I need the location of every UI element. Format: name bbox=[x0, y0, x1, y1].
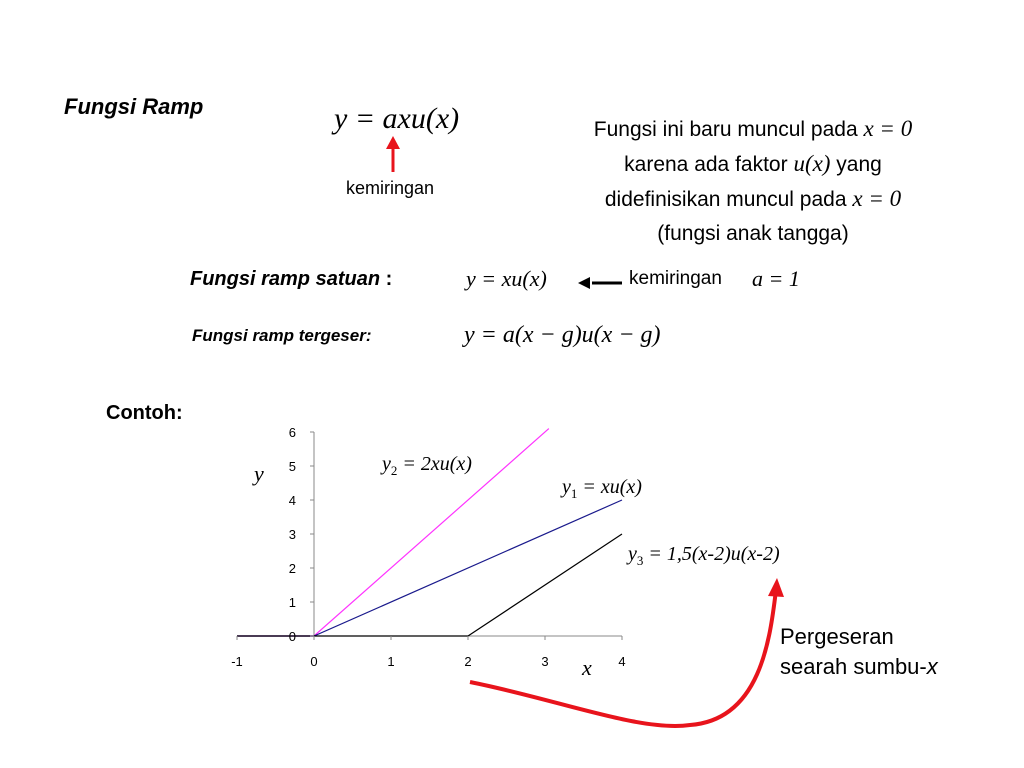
unit-ramp-slope: a = 1 bbox=[752, 266, 800, 291]
y-tick-label: 6 bbox=[288, 425, 296, 440]
y-axis-label: y bbox=[254, 461, 264, 486]
main-equation: y = axu(x) bbox=[334, 102, 460, 135]
example-label: Contoh: bbox=[106, 402, 183, 424]
series-label-y3: $y_3 = 1,5(x-2)u(x-2)$ bbox=[628, 543, 780, 568]
shift-note-line-2: searah sumbu-x bbox=[780, 654, 938, 679]
shift-note-line-1: Pergeseran bbox=[780, 624, 894, 649]
series-line-1 bbox=[237, 429, 549, 636]
y-tick-label: 0 bbox=[288, 629, 296, 644]
unit-ramp-arrow-head bbox=[578, 277, 590, 289]
x-tick-label: 2 bbox=[464, 654, 472, 669]
shift-curve-head bbox=[768, 578, 784, 597]
y-tick-label: 3 bbox=[288, 527, 296, 542]
description-line-3: didefinisikan muncul pada x = 0 bbox=[604, 186, 902, 211]
shifted-ramp-equation: y = a(x − g)u(x − g) bbox=[464, 322, 661, 348]
unit-ramp-title: Fungsi ramp satuan : bbox=[190, 268, 393, 290]
shifted-ramp-title: Fungsi ramp tergeser: bbox=[192, 326, 372, 345]
y-tick-label: 2 bbox=[288, 561, 296, 576]
series-label-y2: $y_2 = 2xu(x)$ bbox=[382, 453, 472, 478]
slope-arrow-head bbox=[386, 136, 400, 149]
x-tick-label: 3 bbox=[541, 654, 549, 669]
unit-ramp-note: kemiringan bbox=[629, 268, 722, 289]
unit-ramp-equation: y = xu(x) bbox=[466, 266, 547, 291]
description-line-4: (fungsi anak tangga) bbox=[657, 222, 849, 245]
slope-label: kemiringan bbox=[346, 178, 435, 198]
description-line-2: karena ada faktor u(x) yang bbox=[624, 151, 882, 176]
y-tick-label: 4 bbox=[288, 493, 296, 508]
y-tick-label: 5 bbox=[288, 459, 296, 474]
chart-series-labels bbox=[380, 453, 780, 568]
x-tick-label: 0 bbox=[310, 654, 318, 669]
series-label-y1: $y_1 = xu(x)$ bbox=[562, 476, 642, 501]
x-tick-label: -1 bbox=[231, 654, 243, 669]
description-line-1: Fungsi ini baru muncul pada x = 0 bbox=[593, 116, 913, 141]
x-tick-label: 1 bbox=[387, 654, 395, 669]
page-title: Fungsi Ramp bbox=[64, 94, 204, 119]
x-tick-label: 4 bbox=[618, 654, 626, 669]
y-tick-label: 1 bbox=[288, 595, 296, 610]
x-axis-label: x bbox=[582, 655, 592, 680]
